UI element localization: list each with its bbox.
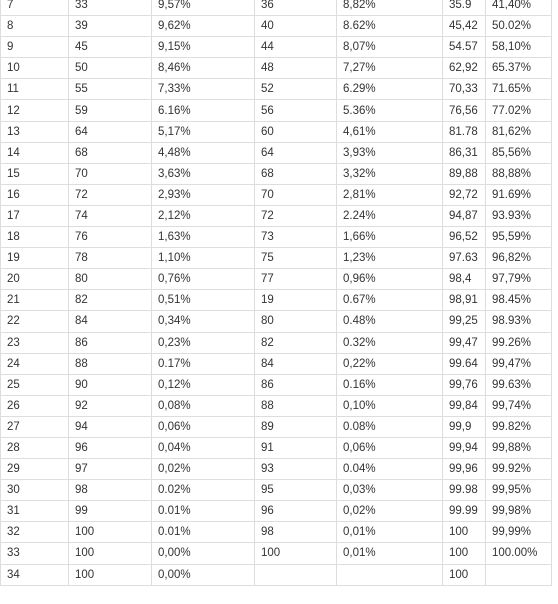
- table-cell: 0,04%: [152, 437, 255, 458]
- table-row: [1, 522, 552, 543]
- table-cell: 97: [69, 459, 152, 480]
- table-cell: 64: [255, 142, 337, 163]
- table-cell: 99.82%: [486, 416, 552, 437]
- table-cell: 99,47: [443, 332, 486, 353]
- table-cell: 84: [69, 311, 152, 332]
- table-cell: 80: [255, 311, 337, 332]
- table-cell: 62,92: [443, 58, 486, 79]
- table-cell: 76: [69, 227, 152, 248]
- table-cell: 6.29%: [337, 79, 443, 100]
- table-cell: 99.63%: [486, 374, 552, 395]
- table-cell: 96,52: [443, 227, 486, 248]
- table-cell: 100: [443, 564, 486, 585]
- table-cell: 72: [69, 184, 152, 205]
- table-cell: 25: [1, 374, 69, 395]
- table-cell: 98.93%: [486, 311, 552, 332]
- table-cell: 0,03%: [337, 480, 443, 501]
- table-cell: 100.00%: [486, 543, 552, 564]
- table-cell: 99,76: [443, 374, 486, 395]
- table-cell: 16: [1, 184, 69, 205]
- table-cell: 94,87: [443, 205, 486, 226]
- table-cell: 84: [255, 353, 337, 374]
- table-cell: 94: [69, 416, 152, 437]
- table-cell: 99: [69, 501, 152, 522]
- table-cell: 30: [1, 480, 69, 501]
- table-cell: 0,00%: [152, 564, 255, 585]
- table-cell: 100: [255, 543, 337, 564]
- table-cell: 99.92%: [486, 459, 552, 480]
- table-cell: 0.48%: [337, 311, 443, 332]
- table-cell: 1,63%: [152, 227, 255, 248]
- table-cell: 70,33: [443, 79, 486, 100]
- table-cell: 1,66%: [337, 227, 443, 248]
- table-row: [1, 58, 552, 79]
- table-cell: 0,02%: [152, 459, 255, 480]
- table-cell: 9,15%: [152, 37, 255, 58]
- table-cell: 41,40%: [486, 0, 552, 16]
- table-cell: 33: [69, 0, 152, 16]
- table-cell: 3,32%: [337, 163, 443, 184]
- table-cell: 45: [69, 37, 152, 58]
- table-cell: 99.99: [443, 501, 486, 522]
- table-row: [1, 459, 552, 480]
- table-cell: 36: [255, 0, 337, 16]
- table-cell: 0.17%: [152, 353, 255, 374]
- table-row: [1, 205, 552, 226]
- table-cell: 0,76%: [152, 269, 255, 290]
- table-cell: 99,47%: [486, 353, 552, 374]
- table-cell: 98.45%: [486, 290, 552, 311]
- table-cell: 0,08%: [152, 395, 255, 416]
- table-cell: 7,33%: [152, 79, 255, 100]
- table-cell: 70: [255, 184, 337, 205]
- table-cell: 81,62%: [486, 121, 552, 142]
- table-cell: 98,4: [443, 269, 486, 290]
- table-cell: 4,48%: [152, 142, 255, 163]
- table-cell: 96: [69, 437, 152, 458]
- table-cell: 31: [1, 501, 69, 522]
- table-cell: 8,07%: [337, 37, 443, 58]
- table-cell: 0.67%: [337, 290, 443, 311]
- table-cell: 0,34%: [152, 311, 255, 332]
- table-row: [1, 437, 552, 458]
- table-row: [1, 480, 552, 501]
- table-cell: 99,94: [443, 437, 486, 458]
- table-cell: 100: [69, 564, 152, 585]
- table-row: [1, 79, 552, 100]
- table-cell: [337, 564, 443, 585]
- table-row: [1, 184, 552, 205]
- table-cell: 64: [69, 121, 152, 142]
- table-cell: 95: [255, 480, 337, 501]
- table-cell: 2,81%: [337, 184, 443, 205]
- table-cell: 0,10%: [337, 395, 443, 416]
- table-cell: [486, 564, 552, 585]
- table-row: [1, 16, 552, 37]
- table-cell: 18: [1, 227, 69, 248]
- table-cell: 59: [69, 100, 152, 121]
- table-cell: 88: [69, 353, 152, 374]
- table-cell: 100: [69, 543, 152, 564]
- table-cell: 48: [255, 58, 337, 79]
- table-cell: 89: [255, 416, 337, 437]
- table-row: [1, 227, 552, 248]
- table-cell: 9,62%: [152, 16, 255, 37]
- table-cell: 56: [255, 100, 337, 121]
- table-cell: 50: [69, 58, 152, 79]
- table-cell: 99,25: [443, 311, 486, 332]
- table-cell: 91.69%: [486, 184, 552, 205]
- table-cell: 58,10%: [486, 37, 552, 58]
- table-cell: 10: [1, 58, 69, 79]
- table-cell: 3,93%: [337, 142, 443, 163]
- table-cell: 17: [1, 205, 69, 226]
- table-cell: 77.02%: [486, 100, 552, 121]
- table-cell: 98: [255, 522, 337, 543]
- table-cell: 0,01%: [337, 543, 443, 564]
- table-cell: 0,00%: [152, 543, 255, 564]
- table-cell: 0,12%: [152, 374, 255, 395]
- table-cell: 35.9: [443, 0, 486, 16]
- table-row: [1, 163, 552, 184]
- table-cell: 44: [255, 37, 337, 58]
- table-cell: 50.02%: [486, 16, 552, 37]
- table-cell: 39: [69, 16, 152, 37]
- table-cell: 100: [69, 522, 152, 543]
- table-cell: 88,88%: [486, 163, 552, 184]
- table-cell: 26: [1, 395, 69, 416]
- table-cell: 54.57: [443, 37, 486, 58]
- table-cell: 100: [443, 522, 486, 543]
- table-cell: 0.16%: [337, 374, 443, 395]
- table-cell: 23: [1, 332, 69, 353]
- table-cell: 73: [255, 227, 337, 248]
- table-cell: 0,96%: [337, 269, 443, 290]
- table-body: [1, 0, 552, 585]
- table-row: [1, 353, 552, 374]
- table-row: [1, 142, 552, 163]
- table-cell: 99.26%: [486, 332, 552, 353]
- table-row: [1, 501, 552, 522]
- table-cell: 6.16%: [152, 100, 255, 121]
- table-cell: 96,82%: [486, 248, 552, 269]
- table-cell: 86,31: [443, 142, 486, 163]
- table-cell: 8,46%: [152, 58, 255, 79]
- table-cell: 78: [69, 248, 152, 269]
- table-cell: 92: [69, 395, 152, 416]
- table-cell: 2,93%: [152, 184, 255, 205]
- table-cell: 52: [255, 79, 337, 100]
- table-cell: 98,91: [443, 290, 486, 311]
- table-cell: 99,96: [443, 459, 486, 480]
- table-row: [1, 543, 552, 564]
- table-cell: 0.01%: [152, 501, 255, 522]
- table-row: [1, 290, 552, 311]
- table-cell: 3,63%: [152, 163, 255, 184]
- table-cell: 32: [1, 522, 69, 543]
- table-cell: 0,06%: [152, 416, 255, 437]
- table-cell: 7,27%: [337, 58, 443, 79]
- table-cell: 97.63: [443, 248, 486, 269]
- table-cell: 80: [69, 269, 152, 290]
- table-cell: 0.02%: [152, 480, 255, 501]
- table-cell: 34: [1, 564, 69, 585]
- table-cell: 11: [1, 79, 69, 100]
- table-cell: 68: [69, 142, 152, 163]
- table-cell: 100: [443, 543, 486, 564]
- table-cell: 0,51%: [152, 290, 255, 311]
- table-cell: 29: [1, 459, 69, 480]
- table-cell: 1,23%: [337, 248, 443, 269]
- table-row: [1, 37, 552, 58]
- table-cell: 77: [255, 269, 337, 290]
- table-cell: 95,59%: [486, 227, 552, 248]
- table-row: [1, 395, 552, 416]
- table-cell: 28: [1, 437, 69, 458]
- table-cell: 9,57%: [152, 0, 255, 16]
- table-cell: 96: [255, 501, 337, 522]
- table-cell: 2.24%: [337, 205, 443, 226]
- table-row: [1, 0, 552, 16]
- table-cell: 93.93%: [486, 205, 552, 226]
- table-cell: 99.98: [443, 480, 486, 501]
- table-row: [1, 100, 552, 121]
- table-row: [1, 564, 552, 585]
- table-cell: 0,23%: [152, 332, 255, 353]
- table-cell: 92,72: [443, 184, 486, 205]
- table-cell: 75: [255, 248, 337, 269]
- table-cell: 0,02%: [337, 501, 443, 522]
- table-cell: 45,42: [443, 16, 486, 37]
- table-cell: 85,56%: [486, 142, 552, 163]
- table-cell: 0.32%: [337, 332, 443, 353]
- table-cell: 99,74%: [486, 395, 552, 416]
- table-cell: 0,06%: [337, 437, 443, 458]
- table-cell: 14: [1, 142, 69, 163]
- table-cell: 93: [255, 459, 337, 480]
- table-row: [1, 269, 552, 290]
- table-cell: 86: [69, 332, 152, 353]
- table-cell: 5.36%: [337, 100, 443, 121]
- table-cell: 76,56: [443, 100, 486, 121]
- table-cell: 72: [255, 205, 337, 226]
- table-cell: 86: [255, 374, 337, 395]
- table-cell: 33: [1, 543, 69, 564]
- table-cell: 2,12%: [152, 205, 255, 226]
- table-cell: 68: [255, 163, 337, 184]
- table-row: [1, 311, 552, 332]
- table-row: [1, 248, 552, 269]
- table-cell: 90: [69, 374, 152, 395]
- table-cell: 55: [69, 79, 152, 100]
- table-cell: 99,9: [443, 416, 486, 437]
- table-cell: 21: [1, 290, 69, 311]
- table-cell: 7: [1, 0, 69, 16]
- table-cell: 12: [1, 100, 69, 121]
- table-cell: 71.65%: [486, 79, 552, 100]
- table-cell: 89,88: [443, 163, 486, 184]
- table-cell: 5,17%: [152, 121, 255, 142]
- table-cell: 19: [255, 290, 337, 311]
- table-cell: 81.78: [443, 121, 486, 142]
- table-cell: 0.08%: [337, 416, 443, 437]
- table-cell: 8: [1, 16, 69, 37]
- table-cell: 70: [69, 163, 152, 184]
- table-cell: 24: [1, 353, 69, 374]
- table-cell: 98: [69, 480, 152, 501]
- table-cell: 0,01%: [337, 522, 443, 543]
- table-cell: 60: [255, 121, 337, 142]
- table-cell: [255, 564, 337, 585]
- table-cell: 9: [1, 37, 69, 58]
- table-cell: 13: [1, 121, 69, 142]
- table-cell: 40: [255, 16, 337, 37]
- table-cell: 99,84: [443, 395, 486, 416]
- table-cell: 65.37%: [486, 58, 552, 79]
- table-row: [1, 374, 552, 395]
- table-cell: 0.04%: [337, 459, 443, 480]
- table-cell: 0.01%: [152, 522, 255, 543]
- table-cell: 99,98%: [486, 501, 552, 522]
- table-cell: 97,79%: [486, 269, 552, 290]
- table-cell: 74: [69, 205, 152, 226]
- table-cell: 82: [69, 290, 152, 311]
- table-cell: 27: [1, 416, 69, 437]
- table-cell: 82: [255, 332, 337, 353]
- table-row: [1, 416, 552, 437]
- table-cell: 99,88%: [486, 437, 552, 458]
- table-cell: 91: [255, 437, 337, 458]
- table-cell: 1,10%: [152, 248, 255, 269]
- table-cell: 15: [1, 163, 69, 184]
- table-row: [1, 121, 552, 142]
- table-cell: 88: [255, 395, 337, 416]
- table-cell: 8.62%: [337, 16, 443, 37]
- table-cell: 99,99%: [486, 522, 552, 543]
- table-cell: 99,95%: [486, 480, 552, 501]
- table-cell: 0,22%: [337, 353, 443, 374]
- table-cell: 99.64: [443, 353, 486, 374]
- table-cell: 22: [1, 311, 69, 332]
- table-cell: 4,61%: [337, 121, 443, 142]
- table-cell: 8,82%: [337, 0, 443, 16]
- table-cell: 19: [1, 248, 69, 269]
- table-row: [1, 332, 552, 353]
- table-cell: 20: [1, 269, 69, 290]
